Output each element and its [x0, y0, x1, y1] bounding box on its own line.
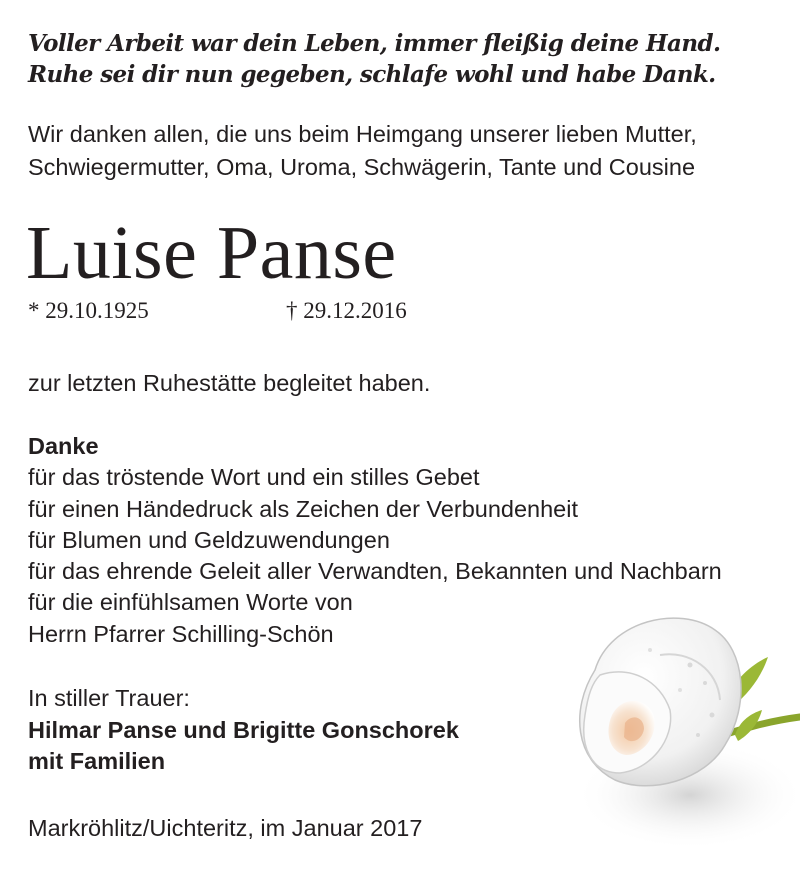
thanks-line: Schwiegermutter, Oma, Uroma, Schwägerin, Tante und Cousine: [28, 154, 696, 180]
motto-line: Voller Arbeit war dein Leben, immer fleißig deine Hand.: [28, 30, 721, 57]
danke-line: für die einfühlsamen Worte von: [28, 589, 353, 616]
birth-date: * 29.10.1925: [28, 298, 149, 323]
mourners-names: Hilmar Panse und Brigitte Gonschorek: [28, 716, 459, 743]
danke-line: für einen Händedruck als Zeichen der Verbundenheit: [28, 495, 579, 522]
danke-line: für Blumen und Geldzuwendungen: [28, 526, 390, 553]
danke-line: für das ehrende Geleit aller Verwandten, Bekannten und Nachbarn: [28, 558, 722, 585]
danke-heading: Danke: [28, 433, 99, 459]
white-rose-image: [540, 595, 800, 869]
danke-line: Herrn Pfarrer Schilling-Schön: [28, 620, 334, 647]
deceased-name: Luise Panse: [26, 211, 397, 295]
mourning-intro: In stiller Trauer:: [28, 685, 190, 711]
mourning-section: [28, 683, 459, 778]
thanks-line: Wir danken allen, die uns beim Heimgang unserer lieben Mutter,: [28, 121, 697, 147]
motto-line: Ruhe sei dir nun gegeben, schlafe wohl und habe Dank.: [28, 61, 716, 88]
death-date: † 29.12.2016: [286, 298, 407, 323]
place-date: Markröhlitz/Uichteritz, im Januar 2017: [28, 815, 423, 841]
motto-verse: [28, 28, 720, 90]
mourners-families: mit Familien: [28, 748, 166, 774]
danke-line: für das tröstende Wort und ein stilles Gebet: [28, 464, 480, 491]
accompanied-text: zur letzten Ruhestätte begleitet haben.: [28, 370, 431, 396]
thanks-intro: [28, 118, 697, 184]
